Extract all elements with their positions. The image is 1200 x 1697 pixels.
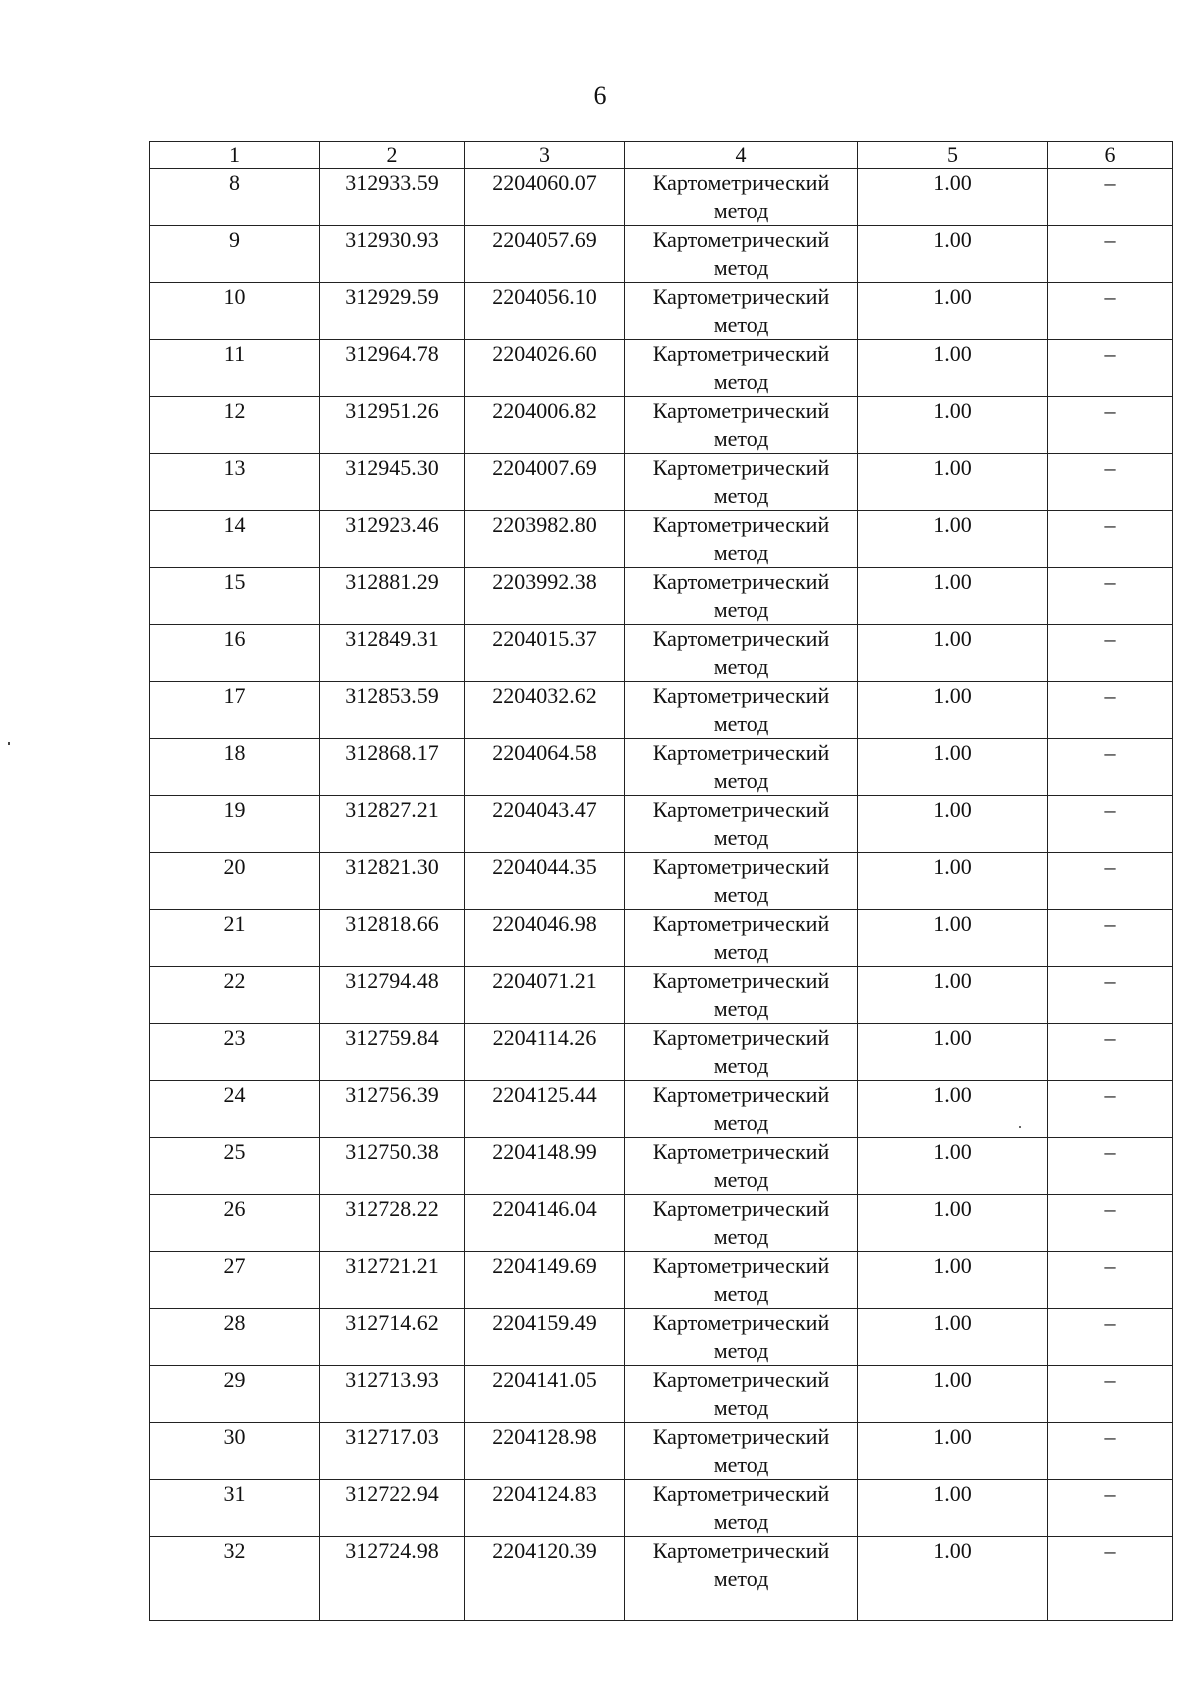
y-coordinate-cell: 2204057.69: [465, 226, 625, 283]
method-line-2: метод: [713, 654, 769, 679]
description-cell: –: [1048, 1423, 1173, 1480]
table-header-row: [150, 142, 1173, 169]
x-coordinate-cell: 312853.59: [320, 682, 465, 739]
method-line-1: Картометрический: [652, 1310, 830, 1335]
point-number-cell: 12: [150, 397, 320, 454]
y-coordinate-cell: 2203982.80: [465, 511, 625, 568]
table-row: [150, 853, 1173, 910]
point-number-cell: 23: [150, 1024, 320, 1081]
x-coordinate-cell: 312724.98: [320, 1537, 465, 1621]
accuracy-cell: 1.00: [858, 454, 1048, 511]
y-coordinate-cell: 2204044.35: [465, 853, 625, 910]
y-coordinate-cell: 2204043.47: [465, 796, 625, 853]
description-cell: –: [1048, 1366, 1173, 1423]
method-cell: [625, 511, 858, 568]
method-cell: [625, 1138, 858, 1195]
y-coordinate-cell: 2204060.07: [465, 169, 625, 226]
point-number-cell: 18: [150, 739, 320, 796]
y-coordinate-cell: 2204006.82: [465, 397, 625, 454]
description-cell: –: [1048, 568, 1173, 625]
x-coordinate-cell: 312923.46: [320, 511, 465, 568]
method-line-1: Картометрический: [652, 911, 830, 936]
method-line-1: Картометрический: [652, 626, 830, 651]
x-coordinate-cell: 312951.26: [320, 397, 465, 454]
column-header: 1: [150, 142, 320, 169]
point-number-cell: 15: [150, 568, 320, 625]
point-number-cell: 20: [150, 853, 320, 910]
accuracy-cell: 1.00: [858, 853, 1048, 910]
y-coordinate-cell: 2204064.58: [465, 739, 625, 796]
method-line-2: метод: [713, 255, 769, 280]
y-coordinate-cell: 2204114.26: [465, 1024, 625, 1081]
method-line-2: метод: [713, 882, 769, 907]
y-coordinate-cell: 2204007.69: [465, 454, 625, 511]
method-line-1: Картометрический: [652, 968, 830, 993]
method-line-2: метод: [713, 1053, 769, 1078]
method-cell: [625, 454, 858, 511]
method-cell: [625, 1024, 858, 1081]
x-coordinate-cell: 312929.59: [320, 283, 465, 340]
method-line-1: Картометрический: [652, 1253, 830, 1278]
x-coordinate-cell: 312717.03: [320, 1423, 465, 1480]
point-number-cell: 8: [150, 169, 320, 226]
accuracy-cell: 1.00: [858, 511, 1048, 568]
method-cell: [625, 1423, 858, 1480]
accuracy-cell: 1.00: [858, 397, 1048, 454]
method-cell: [625, 340, 858, 397]
description-cell: –: [1048, 967, 1173, 1024]
point-number-cell: 26: [150, 1195, 320, 1252]
method-line-2: метод: [713, 939, 769, 964]
method-line-1: Картометрический: [652, 455, 830, 480]
table-row: [150, 739, 1173, 796]
method-line-1: Картометрический: [652, 227, 830, 252]
method-cell: [625, 1195, 858, 1252]
x-coordinate-cell: 312868.17: [320, 739, 465, 796]
accuracy-cell: 1.00: [858, 568, 1048, 625]
x-coordinate-cell: 312759.84: [320, 1024, 465, 1081]
method-line-1: Картометрический: [652, 1082, 830, 1107]
accuracy-cell: 1.00: [858, 283, 1048, 340]
x-coordinate-cell: 312849.31: [320, 625, 465, 682]
method-line-2: метод: [713, 1509, 769, 1534]
method-line-1: Картометрический: [652, 1139, 830, 1164]
method-line-1: Картометрический: [652, 569, 830, 594]
method-cell: [625, 1480, 858, 1537]
column-header: 4: [625, 142, 858, 169]
method-line-1: Картометрический: [652, 284, 830, 309]
description-cell: –: [1048, 1252, 1173, 1309]
x-coordinate-cell: 312714.62: [320, 1309, 465, 1366]
x-coordinate-cell: 312728.22: [320, 1195, 465, 1252]
method-line-2: метод: [713, 1224, 769, 1249]
method-cell: [625, 796, 858, 853]
description-cell: –: [1048, 682, 1173, 739]
method-line-2: метод: [713, 1167, 769, 1192]
x-coordinate-cell: 312930.93: [320, 226, 465, 283]
x-coordinate-cell: 312756.39: [320, 1081, 465, 1138]
y-coordinate-cell: 2204032.62: [465, 682, 625, 739]
method-line-2: метод: [713, 1566, 769, 1591]
method-line-2: метод: [713, 711, 769, 736]
accuracy-cell: 1.00: [858, 625, 1048, 682]
method-line-1: Картометрический: [652, 170, 830, 195]
method-line-2: метод: [713, 369, 769, 394]
table-row: [150, 397, 1173, 454]
description-cell: –: [1048, 910, 1173, 967]
point-number-cell: 16: [150, 625, 320, 682]
x-coordinate-cell: 312713.93: [320, 1366, 465, 1423]
table-row: [150, 1081, 1173, 1138]
point-number-cell: 11: [150, 340, 320, 397]
accuracy-cell: 1.00: [858, 967, 1048, 1024]
y-coordinate-cell: 2204148.99: [465, 1138, 625, 1195]
point-number-cell: 19: [150, 796, 320, 853]
accuracy-cell: 1.00: [858, 169, 1048, 226]
description-cell: –: [1048, 1480, 1173, 1537]
table-row: [150, 511, 1173, 568]
column-header: 2: [320, 142, 465, 169]
method-cell: [625, 1081, 858, 1138]
method-cell: [625, 682, 858, 739]
x-coordinate-cell: 312721.21: [320, 1252, 465, 1309]
y-coordinate-cell: 2204141.05: [465, 1366, 625, 1423]
accuracy-cell: 1.00: [858, 226, 1048, 283]
method-cell: [625, 1366, 858, 1423]
accuracy-cell: 1.00: [858, 739, 1048, 796]
method-cell: [625, 169, 858, 226]
description-cell: –: [1048, 511, 1173, 568]
x-coordinate-cell: 312933.59: [320, 169, 465, 226]
table-row: [150, 454, 1173, 511]
point-number-cell: 9: [150, 226, 320, 283]
method-cell: [625, 853, 858, 910]
accuracy-cell: 1.00: [858, 340, 1048, 397]
description-cell: –: [1048, 1537, 1173, 1621]
method-cell: [625, 625, 858, 682]
method-cell: [625, 1252, 858, 1309]
method-line-1: Картометрический: [652, 512, 830, 537]
method-cell: [625, 1309, 858, 1366]
table-row: [150, 1252, 1173, 1309]
point-number-cell: 13: [150, 454, 320, 511]
accuracy-cell: 1.00: [858, 1024, 1048, 1081]
description-cell: –: [1048, 739, 1173, 796]
method-cell: [625, 910, 858, 967]
x-coordinate-cell: 312881.29: [320, 568, 465, 625]
description-cell: –: [1048, 625, 1173, 682]
method-cell: [625, 1537, 858, 1621]
x-coordinate-cell: 312750.38: [320, 1138, 465, 1195]
y-coordinate-cell: 2204120.39: [465, 1537, 625, 1621]
point-number-cell: 24: [150, 1081, 320, 1138]
description-cell: –: [1048, 169, 1173, 226]
table-row: [150, 1366, 1173, 1423]
method-line-1: Картометрический: [652, 1196, 830, 1221]
accuracy-cell: 1.00: [858, 1195, 1048, 1252]
y-coordinate-cell: 2204149.69: [465, 1252, 625, 1309]
point-number-cell: 21: [150, 910, 320, 967]
method-cell: [625, 397, 858, 454]
point-number-cell: 29: [150, 1366, 320, 1423]
y-coordinate-cell: 2204056.10: [465, 283, 625, 340]
method-line-2: метод: [713, 996, 769, 1021]
description-cell: –: [1048, 397, 1173, 454]
accuracy-cell: 1.00: [858, 1081, 1048, 1138]
description-cell: –: [1048, 340, 1173, 397]
table-row: [150, 910, 1173, 967]
accuracy-cell: 1.00: [858, 910, 1048, 967]
table-row: [150, 568, 1173, 625]
x-coordinate-cell: 312818.66: [320, 910, 465, 967]
point-number-cell: 28: [150, 1309, 320, 1366]
x-coordinate-cell: 312722.94: [320, 1480, 465, 1537]
method-line-2: метод: [713, 540, 769, 565]
description-cell: –: [1048, 1195, 1173, 1252]
description-cell: –: [1048, 283, 1173, 340]
column-header: 6: [1048, 142, 1173, 169]
y-coordinate-cell: 2204128.98: [465, 1423, 625, 1480]
method-line-2: метод: [713, 597, 769, 622]
method-line-2: метод: [713, 768, 769, 793]
method-line-2: метод: [713, 426, 769, 451]
method-line-2: метод: [713, 1395, 769, 1420]
table-row: [150, 1195, 1173, 1252]
table-row: [150, 1537, 1173, 1621]
table-row: [150, 283, 1173, 340]
method-line-2: метод: [713, 1338, 769, 1363]
table-row: [150, 1309, 1173, 1366]
method-line-1: Картометрический: [652, 1424, 830, 1449]
x-coordinate-cell: 312945.30: [320, 454, 465, 511]
x-coordinate-cell: 312827.21: [320, 796, 465, 853]
method-cell: [625, 739, 858, 796]
method-line-1: Картометрический: [652, 1481, 830, 1506]
method-line-2: метод: [713, 198, 769, 223]
description-cell: –: [1048, 1024, 1173, 1081]
accuracy-cell: 1.00: [858, 1252, 1048, 1309]
y-coordinate-cell: 2204125.44: [465, 1081, 625, 1138]
point-number-cell: 17: [150, 682, 320, 739]
table-row: [150, 340, 1173, 397]
x-coordinate-cell: 312821.30: [320, 853, 465, 910]
method-line-1: Картометрический: [652, 341, 830, 366]
description-cell: –: [1048, 454, 1173, 511]
y-coordinate-cell: 2204159.49: [465, 1309, 625, 1366]
description-cell: –: [1048, 1138, 1173, 1195]
method-line-2: метод: [713, 825, 769, 850]
y-coordinate-cell: 2204046.98: [465, 910, 625, 967]
table-row: [150, 1138, 1173, 1195]
page-number: 6: [593, 81, 607, 110]
description-cell: –: [1048, 853, 1173, 910]
point-number-cell: 10: [150, 283, 320, 340]
table-row: [150, 682, 1173, 739]
method-line-1: Картометрический: [652, 683, 830, 708]
method-line-2: метод: [713, 1110, 769, 1135]
accuracy-cell: 1.00: [858, 1138, 1048, 1195]
method-line-1: Картометрический: [652, 1025, 830, 1050]
x-coordinate-cell: 312794.48: [320, 967, 465, 1024]
accuracy-cell: 1.00: [858, 1309, 1048, 1366]
column-header: 3: [465, 142, 625, 169]
method-line-2: метод: [713, 312, 769, 337]
method-cell: [625, 967, 858, 1024]
x-coordinate-cell: 312964.78: [320, 340, 465, 397]
method-cell: [625, 226, 858, 283]
y-coordinate-cell: 2203992.38: [465, 568, 625, 625]
description-cell: –: [1048, 796, 1173, 853]
y-coordinate-cell: 2204026.60: [465, 340, 625, 397]
scan-speck: [8, 742, 10, 745]
table-row: [150, 796, 1173, 853]
description-cell: –: [1048, 226, 1173, 283]
table-row: [150, 169, 1173, 226]
method-line-1: Картометрический: [652, 797, 830, 822]
table-row: [150, 226, 1173, 283]
description-cell: –: [1048, 1081, 1173, 1138]
y-coordinate-cell: 2204071.21: [465, 967, 625, 1024]
table-row: [150, 1480, 1173, 1537]
point-number-cell: 31: [150, 1480, 320, 1537]
point-number-cell: 14: [150, 511, 320, 568]
method-line-1: Картометрический: [652, 1538, 830, 1563]
coordinates-table: [149, 141, 1173, 1621]
accuracy-cell: 1.00: [858, 1366, 1048, 1423]
table-row: [150, 1024, 1173, 1081]
point-number-cell: 25: [150, 1138, 320, 1195]
method-line-1: Картометрический: [652, 1367, 830, 1392]
table-row: [150, 1423, 1173, 1480]
table-row: [150, 625, 1173, 682]
accuracy-cell: 1.00: [858, 1423, 1048, 1480]
method-line-1: Картометрический: [652, 398, 830, 423]
method-cell: [625, 283, 858, 340]
accuracy-cell: 1.00: [858, 1480, 1048, 1537]
point-number-cell: 30: [150, 1423, 320, 1480]
table-row: [150, 967, 1173, 1024]
y-coordinate-cell: 2204146.04: [465, 1195, 625, 1252]
point-number-cell: 27: [150, 1252, 320, 1309]
method-line-2: метод: [713, 1452, 769, 1477]
method-line-2: метод: [713, 483, 769, 508]
accuracy-cell: 1.00: [858, 682, 1048, 739]
point-number-cell: 32: [150, 1537, 320, 1621]
point-number-cell: 22: [150, 967, 320, 1024]
y-coordinate-cell: 2204124.83: [465, 1480, 625, 1537]
method-cell: [625, 568, 858, 625]
method-line-1: Картометрический: [652, 740, 830, 765]
method-line-1: Картометрический: [652, 854, 830, 879]
method-line-2: метод: [713, 1281, 769, 1306]
accuracy-cell: 1.00: [858, 796, 1048, 853]
accuracy-cell: 1.00: [858, 1537, 1048, 1621]
column-header: 5: [858, 142, 1048, 169]
description-cell: –: [1048, 1309, 1173, 1366]
y-coordinate-cell: 2204015.37: [465, 625, 625, 682]
